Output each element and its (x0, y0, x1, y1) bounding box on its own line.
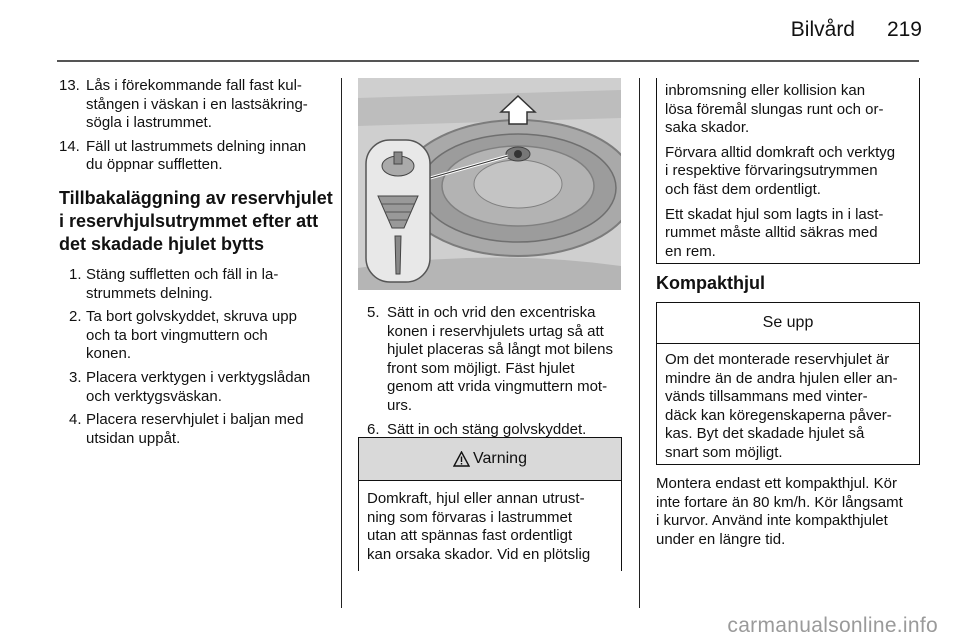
text-line: utsidan uppåt. (86, 429, 181, 447)
column-2 (367, 304, 629, 444)
caution-header (657, 303, 919, 344)
heading-line: Tillbakaläggning av reservhjulet (59, 187, 333, 208)
text-line: konen. (86, 345, 132, 363)
section-heading-kompakthjul: Kompakthjul (656, 273, 766, 293)
column-1 (59, 77, 331, 453)
text-line: Ta bort golvskyddet, skruva upp (86, 308, 297, 326)
text-line: inbromsning eller kollision kan (665, 82, 866, 99)
text-line: Lås i förekommande fall fast kul- (86, 77, 302, 94)
text-line: Montera endast ett kompakthjul. Kör (656, 475, 897, 492)
list-item (69, 369, 331, 406)
list-number: 5. (367, 304, 380, 321)
list-number: 4. (69, 411, 82, 429)
list-number: 6. (367, 420, 380, 438)
spare-wheel-illustration (358, 78, 621, 290)
warning-box-continued (656, 78, 920, 264)
list-number: 3. (69, 368, 82, 386)
warning-triangle-icon (453, 451, 470, 467)
text-line: i kurvor. Använd inte kompakthjulet (656, 512, 888, 530)
kompakthjul-paragraph (656, 475, 926, 549)
text-line: och ta bort vingmuttern och (86, 326, 268, 344)
column-divider-left (341, 78, 342, 608)
warning-box (358, 437, 622, 571)
text-line: i respektive förvaringsutrymmen (665, 162, 878, 180)
text-line: strummets delning. (86, 284, 213, 302)
text-line: mindre än de andra hjulen eller an- (665, 369, 898, 387)
text-line: Stäng suffletten och fäll in la- (86, 265, 279, 283)
text-line: Sätt in och vrid den excentriska (387, 304, 596, 321)
text-line: Om det monterade reservhjulet är (665, 351, 890, 368)
warning-paragraph (665, 144, 911, 200)
text-line: rummet måste alltid säkras med (665, 224, 878, 242)
text-line: kas. Byt det skadade hjulet så (665, 425, 865, 443)
page-header-title: Bilvård (790, 18, 855, 41)
list-item (367, 304, 629, 416)
text-line: Ett skadat hjul som lagts in i last- (665, 205, 884, 223)
warning-paragraph (665, 206, 911, 262)
text-line: däck kan köregenskaperna påver- (665, 406, 892, 424)
watermark-text: carmanualsonline.info (727, 614, 938, 637)
text-line: stången i väskan i en lastsäkring- (86, 95, 308, 113)
text-line: snart som möjligt. (665, 443, 783, 461)
text-line: Placera reservhjulet i baljan med (86, 411, 304, 429)
text-line: en rem. (665, 242, 716, 260)
list-number: 1. (69, 265, 82, 283)
text-line: ning som förvaras i lastrummet (367, 508, 573, 526)
text-line: hjulet placeras så långt mot bilens (387, 341, 613, 359)
text-line: Sätt in och stäng golvskyddet. (387, 420, 587, 438)
list-number: 13. (59, 77, 80, 94)
text-line: front som möjligt. Fäst hjulet (387, 359, 575, 377)
spare-wheel-drawing (358, 78, 621, 290)
heading-line: det skadade hjulet bytts (59, 233, 265, 254)
text-line: inte fortare än 80 km/h. Kör långsamt (656, 493, 903, 511)
text-line: Fäll ut lastrummets delning innan (86, 137, 307, 155)
text-line: under en längre tid. (656, 530, 786, 548)
text-line: utan att spännas fast ordentligt (367, 527, 573, 545)
list-item (59, 138, 331, 175)
page-number: 219 (886, 18, 922, 41)
text-line: Förvara alltid domkraft och verktyg (665, 143, 896, 161)
text-line: vänds tillsammans med vinter- (665, 388, 868, 406)
header-rule (57, 60, 919, 62)
caution-title: Se upp (762, 313, 814, 331)
text-line: Domkraft, hjul eller annan utrust- (367, 490, 585, 507)
warning-title: Varning (473, 449, 527, 467)
text-line: sögla i lastrummet. (86, 114, 212, 132)
text-line: Placera verktygen i verktygslådan (86, 368, 311, 386)
list-item (69, 266, 331, 303)
text-line: och fäst dem ordentligt. (665, 180, 821, 198)
text-line: konen i reservhjulets urtag så att (387, 322, 604, 340)
list-number: 14. (59, 137, 80, 155)
text-line: kan orsaka skador. Vid en plötslig (367, 545, 591, 563)
text-line: urs. (387, 396, 413, 414)
list-number: 2. (69, 308, 82, 326)
caution-box (656, 302, 920, 465)
list-item (69, 308, 331, 364)
text-line: genom att vrida vingmuttern mot- (387, 378, 608, 396)
heading-line: i reservhjulsutrymmet efter att (59, 210, 319, 231)
list-item (69, 411, 331, 448)
text-line: saka skador. (665, 119, 750, 137)
section-heading (59, 187, 331, 256)
warning-header (359, 438, 621, 481)
text-line: och verktygsväskan. (86, 387, 222, 405)
text-line: du öppnar suffletten. (86, 156, 223, 174)
warning-paragraph (665, 82, 911, 138)
list-item (59, 77, 331, 133)
text-line: lösa föremål slungas runt och or- (665, 100, 884, 118)
column-divider-right (639, 78, 640, 608)
